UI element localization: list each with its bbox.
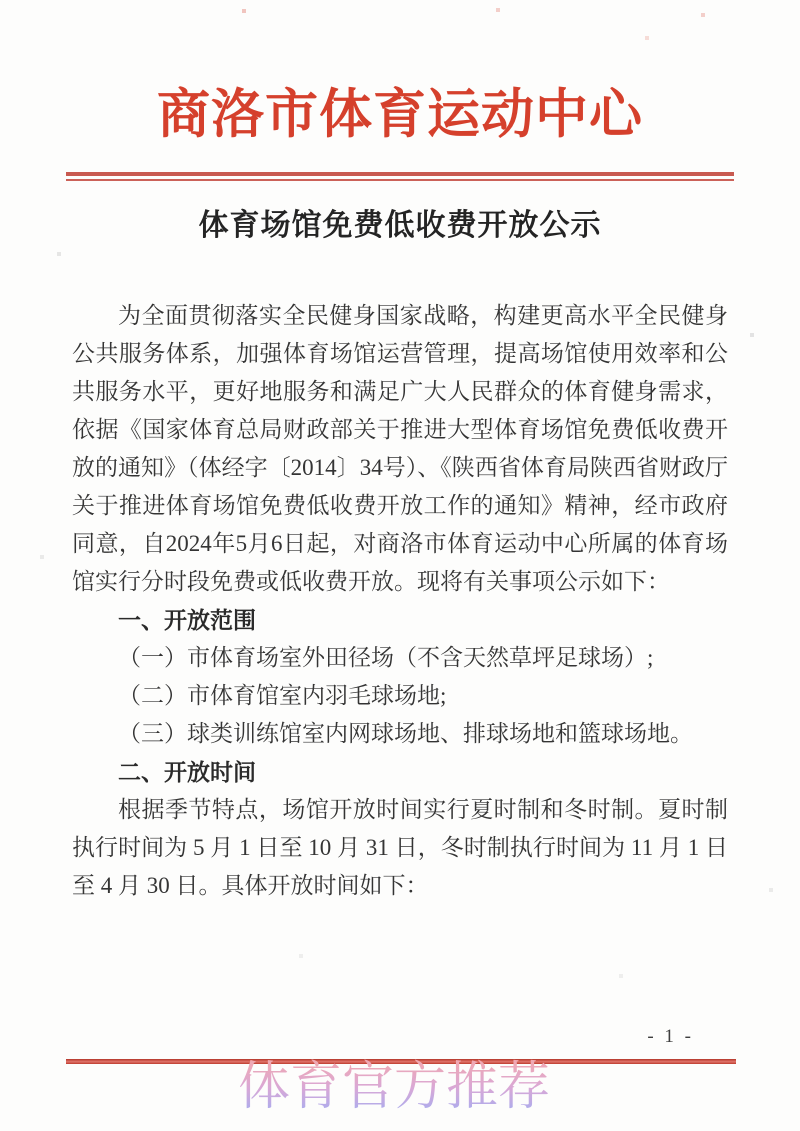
section-1-item-1: （一）市体育场室外田径场（不含天然草坪足球场）; <box>118 645 654 670</box>
section-2-heading: 二、开放时间 <box>118 759 256 785</box>
letterhead-double-rule <box>66 172 734 181</box>
document-body <box>72 297 728 905</box>
intro-paragraph: 为全面贯彻落实全民健身国家战略，构建更高水平全民健身公共服务体系，加强体育场馆运营管理，提高场馆使用效率和公共服务水平，更好地服务和满足广大人民群众的体育健身需求，依据《国家体育总局财政部关于推进大型体育场馆免费低收费开放的通知》（体经字〔2014〕34号）、《陕西省体育局陕西省财政厅关于推进体育场馆免费低收费开放工作的通知》精神，经市政府同意，自2024年5月6日起，对商洛市体育运动中心所属的体育场馆实行分时段免费或低收费开放。现将有关事项公示如下： <box>72 303 728 594</box>
section-1-heading: 一、开放范围 <box>118 607 256 633</box>
section-2-paragraph: 根据季节特点，场馆开放时间实行夏时制和冬时制。夏时制执行时间为 5 月 1 日至 10 月 31 日，冬时制执行时间为 11 月 1 日至 4 月 30 日。具体开放时间如下： <box>72 797 728 898</box>
scan-noise-specks <box>0 0 2 2</box>
section-1-item-3: （三）球类训练馆室内网球场地、排球场地和篮球场地。 <box>118 721 693 746</box>
organization-name: 商洛市体育运动中心 <box>157 86 643 144</box>
footer-rule <box>66 1059 736 1064</box>
letterhead <box>0 0 800 181</box>
watermark-text: 体育官方推荐 <box>238 1054 550 1122</box>
page-number: - 1 - <box>647 1026 694 1047</box>
document-title: 体育场馆免费低收费开放公示 <box>198 209 602 242</box>
section-1-item-2: （二）市体育馆室内羽毛球场地; <box>118 683 447 708</box>
